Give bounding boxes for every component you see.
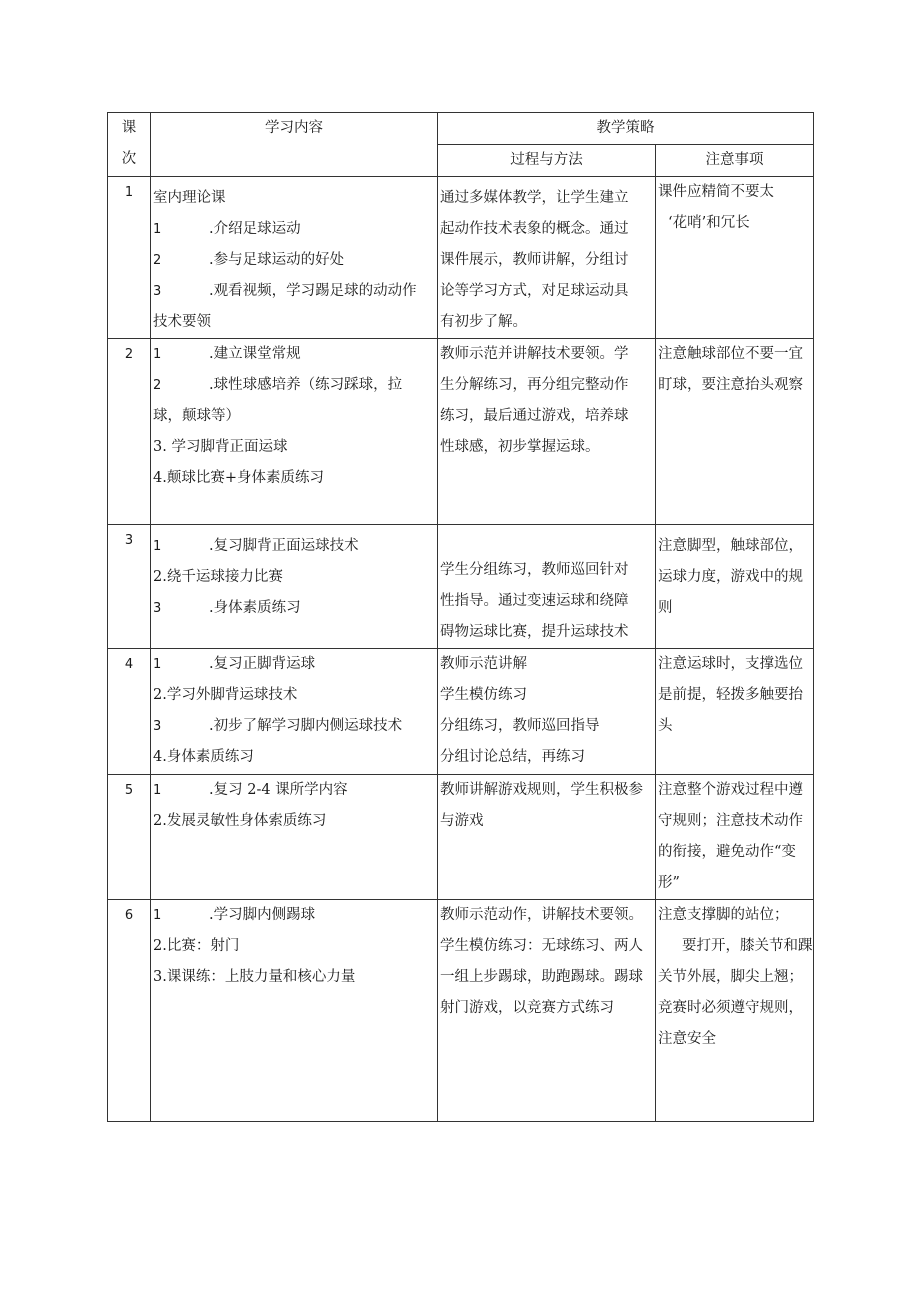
lesson-number: 6 — [108, 900, 151, 1122]
lesson-content: 室内理论课 1 .介绍足球运动 2 .参与足球运动的好处 3 .观看视频，学习踢足球的动动作 技术要领 — [151, 177, 438, 339]
lesson-process: 教师讲解游戏规则，学生积极参 与游戏 — [438, 775, 656, 900]
table-row — [108, 900, 814, 1122]
lesson-notes: 注意支撑脚的站位； 要打开，膝关节和踝 关节外展，脚尖上翘； 竞赛时必须遵守规则， 注意安全 — [656, 900, 814, 1122]
header-content: 学习内容 — [151, 113, 438, 177]
header-process: 过程与方法 — [438, 145, 656, 177]
table-row — [108, 775, 814, 900]
lesson-number: 5 — [108, 775, 151, 900]
table-row — [108, 177, 814, 339]
lesson-number: 3 — [108, 525, 151, 649]
lesson-content: 1 .复习正脚背运球 2.学习外脚背运球技术 3 .初步了解学习脚内侧运球技术 4.身体素质练习 — [151, 649, 438, 775]
lesson-notes: 课件应精简不要太 ‘花哨’和冗长 — [656, 177, 814, 339]
lesson-number: 2 — [108, 339, 151, 525]
lesson-notes: 注意整个游戏过程中遵 守规则；注意技术动作 的衔接，避免动作“变 形” — [656, 775, 814, 900]
lesson-content: 1 .复习脚背正面运球技术 2.绕千运球接力比赛 3 .身体素质练习 — [151, 525, 438, 649]
lesson-number: 1 — [108, 177, 151, 339]
lesson-process: 教师示范并讲解技术要领。学 生分解练习，再分组完整动作 练习，最后通过游戏，培养球 性球感，初步掌握运球。 — [438, 339, 656, 525]
header-row — [108, 113, 814, 145]
lesson-content: 1 .复习 2-4 课所学内容 2.发展灵敏性身体索质练习 — [151, 775, 438, 900]
lesson-process: 学生分组练习，教师巡回针对 性指导。通过变速运球和绕障 碍物运球比赛，提升运球技术 — [438, 525, 656, 649]
header-lesson-no: 课 次 — [108, 113, 151, 177]
lesson-process: 教师示范动作，讲解技术要领。 学生模仿练习：无球练习、两人 一组上步踢球，助跑踢球。踢球 射门游戏，以竞赛方式练习 — [438, 900, 656, 1122]
lesson-notes: 注意脚型，触球部位， 运球力度，游戏中的规 则 — [656, 525, 814, 649]
table-row — [108, 525, 814, 649]
lesson-process: 通过多媒体教学，让学生建立 起动作技术表象的概念。通过 课件展示，教师讲解，分组讨 论等学习方式，对足球运动具 有初步了解。 — [438, 177, 656, 339]
header-notes: 注意事项 — [656, 145, 814, 177]
lesson-notes: 注意触球部位不要一宜 盯球，要注意抬头观察 — [656, 339, 814, 525]
lesson-plan-table — [107, 112, 814, 1122]
header-strategy: 教学策略 — [438, 113, 814, 145]
lesson-content: 1 .建立课堂常规 2 .球性球感培养（练习踩球，拉 球，颠球等） 3. 学习脚背正面运球 4.颠球比赛+身体素质练习 — [151, 339, 438, 525]
table-row — [108, 649, 814, 775]
lesson-notes: 注意运球时，支撑选位 是前提，轻拨多触要抬 头 — [656, 649, 814, 775]
lesson-content: 1 .学习脚内侧踢球 2.比赛：射门 3.课课练：上肢力量和核心力量 — [151, 900, 438, 1122]
lesson-number: 4 — [108, 649, 151, 775]
lesson-process: 教师示范讲解 学生模仿练习 分组练习，教师巡回指导 分组讨论总结，再练习 — [438, 649, 656, 775]
table-row — [108, 339, 814, 525]
